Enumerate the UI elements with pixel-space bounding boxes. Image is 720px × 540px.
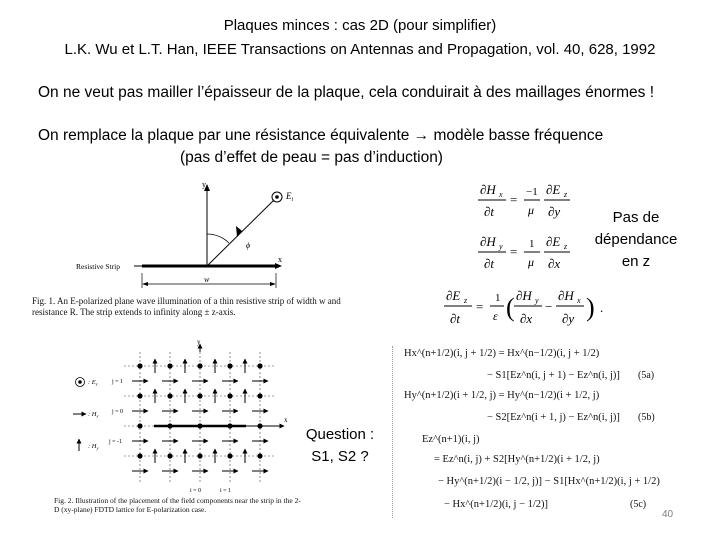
svg-text:z: z: [564, 190, 568, 199]
figure-2-fdtd-lattice: [62, 338, 302, 498]
slide-title: Plaques minces : cas 2D (pour simplifier): [223, 17, 497, 34]
svg-text:∂H: ∂H: [480, 234, 496, 249]
question-text: S1, S2 ?: [311, 448, 369, 465]
svg-text:=: =: [510, 244, 518, 259]
svg-text:ε: ε: [493, 309, 498, 323]
equation-5c-line3: − Hy^(n+1/2)(i − 1/2, j)] − S1[Hx^(n+1/2)(i, j + 1/2): [438, 476, 660, 487]
col-label: i = 1: [220, 488, 232, 494]
svg-text:): ): [586, 293, 595, 322]
svg-text:∂E: ∂E: [546, 182, 561, 197]
svg-text:y: y: [499, 242, 503, 251]
fig1-incidence-line: [207, 200, 274, 266]
equations-divider: [392, 346, 394, 518]
svg-text:1: 1: [529, 238, 535, 250]
svg-text:x: x: [499, 190, 503, 199]
fig1-phi-label: ϕ: [246, 241, 251, 250]
question-box: [290, 424, 390, 468]
question-label: Question :: [305, 426, 375, 443]
svg-text:∂H: ∂H: [480, 182, 496, 197]
equation-dez-dt: [444, 288, 603, 326]
equation-5c-number: (5c): [630, 499, 647, 510]
svg-text:∂H: ∂H: [558, 288, 574, 303]
row-label: j = 1: [112, 379, 124, 385]
svg-text:(: (: [506, 293, 515, 322]
legend-ez-label: : $E_z$: [88, 379, 98, 387]
fig1-angle-arc: [207, 234, 229, 243]
equation-5a-line1: Hx^(n+1/2)(i, j + 1/2) = Hx^(n−1/2)(i, j + 1/2): [404, 348, 600, 359]
svg-text:∂y: ∂y: [562, 311, 575, 326]
fig1-y-label: y: [202, 180, 206, 189]
svg-text:μ: μ: [528, 203, 535, 217]
fig1-strip-label: Resistive Strip: [76, 262, 120, 271]
svg-text:∂H: ∂H: [516, 288, 532, 303]
svg-text:∂t: ∂t: [450, 311, 461, 326]
legend-hx-label: : $H_x$: [88, 411, 99, 419]
svg-text:1: 1: [495, 292, 501, 304]
equation-5c-line2: = Ez^n(i, j) + S2[Hy^(n+1/2)(i + 1/2, j): [434, 454, 600, 465]
fig1-width-label: w: [204, 275, 210, 284]
row-label: j = 0: [112, 409, 124, 415]
svg-text:x: x: [577, 296, 581, 305]
svg-text:∂E: ∂E: [446, 288, 461, 303]
fig2-legend: [73, 378, 99, 452]
svg-text:∂E: ∂E: [546, 234, 561, 249]
col-label: i = 0: [190, 488, 202, 494]
side-note-line: Pas de: [612, 209, 660, 226]
svg-text:μ: μ: [528, 255, 535, 269]
fig2-x-label: x: [284, 416, 288, 424]
svg-text:.: .: [600, 300, 604, 315]
body-text-mesh: On ne veut pas mailler l’épaisseur de la plaque, cela conduirait à des maillages énormes !: [38, 84, 655, 101]
equation-5b-number: (5b): [638, 412, 655, 423]
fdtd-update-equations: [392, 346, 682, 518]
equation-5c-line4: − Hx^(n+1/2)(i, j − 1/2)]: [444, 499, 549, 510]
svg-text:−1: −1: [526, 186, 538, 198]
svg-text:∂y: ∂y: [548, 204, 561, 219]
fig1-incidence-arrow: [236, 226, 242, 237]
svg-text:−: −: [545, 299, 553, 314]
figure-1-caption: Fig. 1. An E-polarized plane wave illumination of a thin resistive strip of width w and resistance R. The strip extends to infinity along ± z-axis.: [32, 296, 341, 317]
maxwell-equations: [440, 178, 610, 333]
svg-text:=: =: [476, 299, 484, 314]
equation-dhy-dt: [478, 234, 570, 271]
equation-5b-line2: − S2[Ez^n(i + 1, j) − Ez^n(i, j)]: [487, 412, 620, 423]
row-label: j = -1: [109, 439, 123, 445]
svg-text:y: y: [535, 296, 539, 305]
fig1-ei-label: $E_i$: [286, 191, 294, 203]
reference-line: L.K. Wu et L.T. Han, IEEE Transactions on Antennas and Propagation, vol. 40, 628, 1992: [64, 41, 656, 58]
side-note-line: en z: [621, 253, 651, 270]
fig1-x-label: x: [278, 255, 282, 264]
body-text-resistance: On remplace la plaque par une résistance équivalente → modèle basse fréquence: [38, 127, 604, 144]
svg-text:∂x: ∂x: [548, 256, 561, 271]
legend-hy-label: : $H_y$: [88, 443, 99, 451]
fig2-y-label: y: [197, 338, 201, 346]
svg-text:z: z: [564, 242, 568, 251]
equation-5c-line1: Ez^(n+1)(i, j): [422, 434, 480, 445]
page-number: 40: [662, 509, 674, 520]
body-text-skin-effect: (pas d’effet de peau = pas d’induction): [180, 149, 443, 166]
svg-text:∂t: ∂t: [484, 256, 495, 271]
equation-5a-line2: − S1[Ez^n(i, j + 1) − Ez^n(i, j)]: [487, 370, 620, 381]
equation-5a-number: (5a): [638, 370, 655, 381]
side-note: [588, 207, 684, 273]
side-note-line: dépendance: [594, 231, 678, 248]
equation-dhx-dt: [478, 182, 570, 219]
svg-text:∂t: ∂t: [484, 204, 495, 219]
figure-2-caption: Fig. 2. Illustration of the placement of the field components near the strip in the 2-D (xy-plane) FDTD lattice for E-polarization case.: [54, 496, 301, 514]
svg-text:∂x: ∂x: [520, 311, 533, 326]
svg-text:z: z: [464, 296, 468, 305]
svg-text:=: =: [510, 192, 518, 207]
equation-5b-line1: Hy^(n+1/2)(i + 1/2, j) = Hy^(n−1/2)(i + 1/2, j): [404, 390, 600, 401]
